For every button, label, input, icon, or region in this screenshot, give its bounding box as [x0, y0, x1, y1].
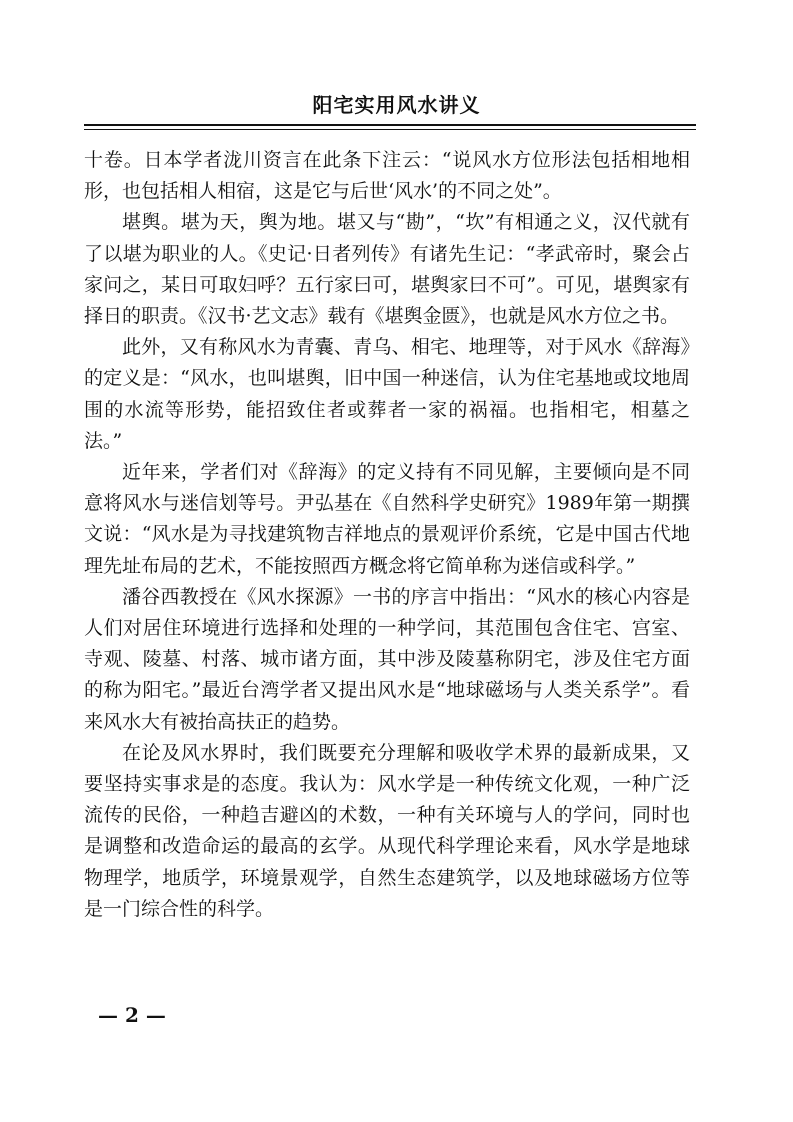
paragraph-cihai-definition: 此外，又有称风水为青囊、青乌、相宅、地理等，对于风水《辞海》的定义是：“风水，也叫堪舆，旧中国一种迷信，认为住宅基地或坟地周围的水流等形势，能招致住者或葬者一家的祸福。也指相宅，相墓之法。”: [84, 336, 690, 452]
page-number: — 2 —: [98, 1003, 166, 1027]
header-rule-thin: [84, 129, 696, 130]
paragraph-continued: 十卷。日本学者泷川资言在此条下注云：“说风水方位形法包括相地相形，也包括相人相宿，这是它与后世‘风水’的不同之处”。: [84, 149, 690, 203]
running-header-title: 阳宅实用风水讲义: [312, 93, 481, 117]
paragraph-scholar-views: 近年来，学者们对《辞海》的定义持有不同见解，主要倾向是不同意将风水与迷信划等号。尹弘基在《自然科学史研究》1989年第一期撰文说：“风水是为寻找建筑物吉祥地点的景观评价系统，它是中国古代地理先址布局的艺术，不能按照西方概念将它简单称为迷信或科学。”: [84, 461, 690, 577]
body-text: [84, 145, 690, 925]
paragraph-author-view: 在论及风水界时，我们既要充分理解和吸收学术界的最新成果，又要坚持实事求是的态度。我认为：风水学是一种传统文化观，一种广泛流传的民俗，一种趋吉避凶的术数，一种有关环境与人的学问，同时也是调整和改造命运的最高的玄学。从现代科学理论来看，风水学是地球物理学，地质学，环境景观学，自然生态建筑学，以及地球磁场方位等是一门综合性的科学。: [84, 741, 690, 920]
header-rule-thick: [84, 124, 696, 126]
paragraph-kanyu: 堪舆。堪为天，舆为地。堪又与“勘”，“坎”有相通之义，汉代就有了以堪为职业的人。《史记·日者列传》有诸先生记：“孝武帝时，聚会占家问之，某日可取妇呼？五行家曰可，堪舆家曰不可”。可见，堪舆家有择日的职责。《汉书·艺文志》载有《堪舆金匮》，也就是风水方位之书。: [84, 211, 690, 328]
paragraph-pan-guxi: 潘谷西教授在《风水探源》一书的序言中指出：“风水的核心内容是人们对居住环境进行选择和处理的一种学问，其范围包含住宅、宫室、寺观、陵墓、村落、城市诸方面，其中涉及陵墓称阴宅，涉及住宅方面的称为阳宅。”最近台湾学者又提出风水是“地球磁场与人类关系学”。看来风水大有被抬高扶正的趋势。: [84, 585, 690, 733]
